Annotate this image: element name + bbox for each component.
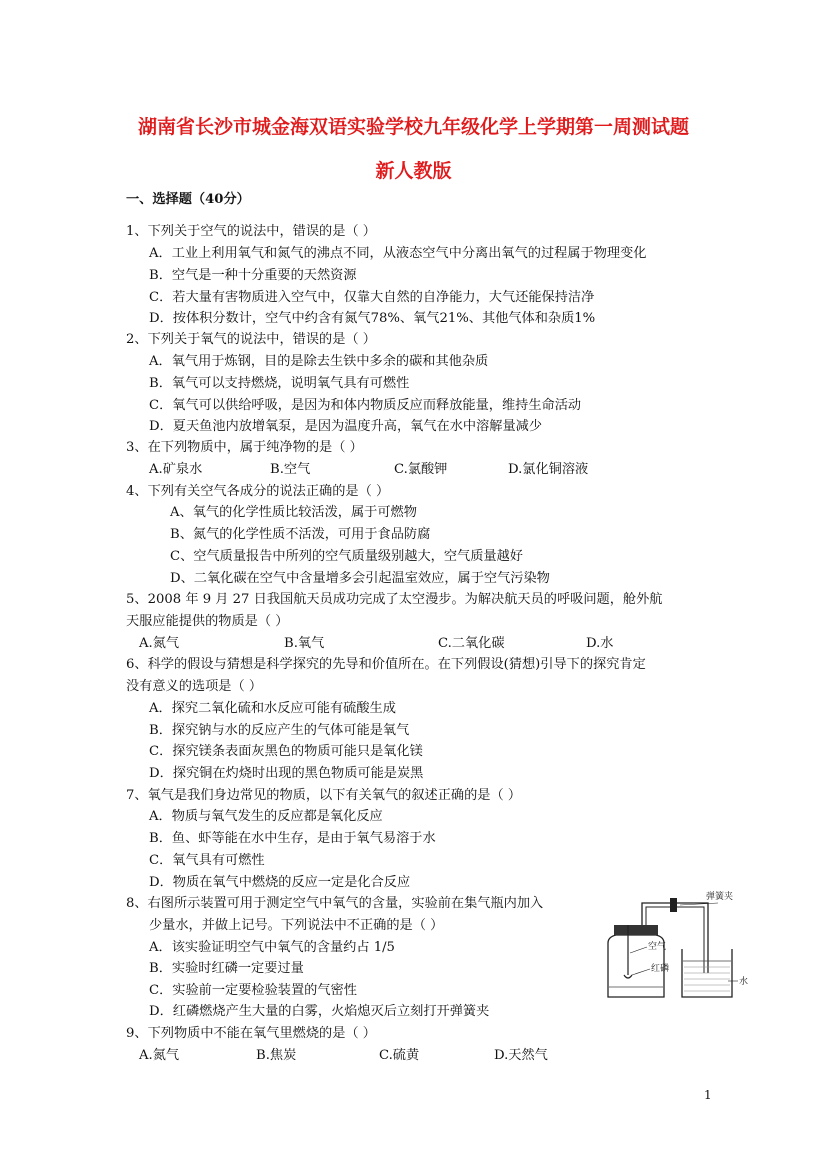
- section-heading: 一、选择题（40分）: [126, 192, 250, 207]
- q6-option-b: B．探究钠与水的反应产生的气体可能是氧气: [149, 723, 410, 738]
- figure-label-phosphorus: 红磷: [651, 964, 670, 974]
- q2-option-c: C．氧气可以供给呼吸，是因为和体内物质反应而释放能量，维持生命活动: [149, 398, 582, 413]
- spring-clip: [670, 898, 677, 912]
- q1-stem: 1、下列关于空气的说法中，错误的是（ ）: [126, 224, 376, 239]
- q1-option-d: D．按体积分数计，空气中约含有氮气78%、氧气21%、其他气体和杂质1%: [149, 311, 596, 326]
- q5-option-b: B.氧气: [284, 636, 325, 651]
- q7-option-d: D．物质在氧气中燃烧的反应一定是化合反应: [149, 875, 411, 890]
- oxygen-measurement-apparatus: [600, 891, 750, 1003]
- q6-option-a: A．探究二氧化硫和水反应可能有硫酸生成: [149, 701, 396, 716]
- q9-option-d: D.天然气: [494, 1048, 548, 1063]
- q4-option-a: A、氧气的化学性质比较活泼，属于可燃物: [170, 505, 417, 520]
- q6-stem-line1: 6、科学的假设与猜想是科学探究的先导和价值所在。在下列假设(猜想)引导下的探究肯定: [126, 657, 646, 672]
- q8-option-a: A．该实验证明空气中氧气的含量约占 1/5: [149, 940, 395, 955]
- q8-option-d: D．红磷燃烧产生大量的白雾，火焰熄灭后立刻打开弹簧夹: [149, 1004, 490, 1019]
- figure-label-clip: 弹簧夹: [706, 892, 734, 902]
- q6-stem-line2: 没有意义的选项是（ ）: [126, 679, 263, 694]
- q6-option-c: C．探究镁条表面灰黑色的物质可能只是氧化镁: [149, 744, 423, 759]
- q3-option-c: C.氯酸钾: [394, 462, 448, 477]
- q4-option-c: C、空气质量报告中所列的空气质量级别越大，空气质量越好: [170, 549, 523, 564]
- q8-option-c: C．实验前一定要检验装置的气密性: [149, 983, 357, 998]
- q5-stem-line2: 天服应能提供的物质是（ ）: [126, 614, 289, 629]
- q1-option-c: C．若大量有害物质进入空气中，仅靠大自然的自净能力，大气还能保持洁净: [149, 290, 595, 305]
- q2-option-a: A．氧气用于炼钢，目的是除去生铁中多余的碳和其他杂质: [149, 354, 489, 369]
- q1-option-b: B．空气是一种十分重要的天然资源: [149, 268, 357, 283]
- document-title-line2: 新人教版: [375, 160, 452, 182]
- q2-option-b: B．氧气可以支持燃烧，说明氧气具有可燃性: [149, 376, 410, 391]
- q4-option-d: D、二氧化碳在空气中含量增多会引起温室效应，属于空气污染物: [170, 571, 550, 586]
- q8-stem-line1: 8、右图所示装置可用于测定空气中氧气的含量，实验前在集气瓶内加入: [126, 896, 544, 911]
- q3-option-d: D.氯化铜溶液: [508, 462, 589, 477]
- q7-option-b: B．鱼、虾等能在水中生存，是由于氧气易溶于水: [149, 831, 436, 846]
- q9-option-c: C.硫黄: [379, 1048, 420, 1063]
- q4-option-b: B、氮气的化学性质不活泼，可用于食品防腐: [170, 527, 431, 542]
- q5-option-c: C.二氧化碳: [438, 636, 505, 651]
- q5-option-a: A.氮气: [139, 636, 180, 651]
- q7-option-a: A．物质与氧气发生的反应都是氧化反应: [149, 809, 383, 824]
- q2-option-d: D．夏天鱼池内放增氧泵，是因为温度升高，氧气在水中溶解量减少: [149, 419, 543, 434]
- q7-option-c: C．氧气具有可燃性: [149, 853, 265, 868]
- q7-stem: 7、氧气是我们身边常见的物质，以下有关氧气的叙述正确的是（ ）: [126, 788, 522, 803]
- document-title-line1: 湖南省长沙市城金海双语实验学校九年级化学上学期第一周测试题: [137, 116, 689, 138]
- q5-stem-line1: 5、2008 年 9 月 27 日我国航天员成功完成了太空漫步。为解决航天员的呼吸问题，舱外航: [126, 592, 663, 607]
- stopper: [614, 925, 658, 935]
- q6-option-d: D．探究铜在灼烧时出现的黑色物质可能是炭黑: [149, 766, 424, 781]
- q3-option-b: B.空气: [270, 462, 311, 477]
- q8-option-b: B．实验时红磷一定要过量: [149, 961, 304, 976]
- q3-option-a: A.矿泉水: [149, 462, 203, 477]
- q3-stem: 3、在下列物质中，属于纯净物的是（ ）: [126, 440, 363, 455]
- q4-stem: 4、下列有关空气各成分的说法正确的是（ ）: [126, 484, 390, 499]
- q9-option-a: A.氮气: [139, 1048, 180, 1063]
- q9-stem: 9、下列物质中不能在氧气里燃烧的是（ ）: [126, 1026, 376, 1041]
- figure-label-water: 水: [739, 977, 749, 987]
- q9-option-b: B.焦炭: [256, 1048, 297, 1063]
- q8-stem-line2: 少量水，并做上记号。下列说法中不正确的是（ ）: [149, 918, 444, 933]
- q5-option-d: D.水: [586, 636, 614, 651]
- page-number: 1: [704, 1088, 712, 1102]
- q1-option-a: A．工业上利用氧气和氮气的沸点不同，从液态空气中分离出氧气的过程属于物理变化: [149, 246, 647, 261]
- figure-label-air: 空气: [648, 942, 667, 952]
- q2-stem: 2、下列关于氧气的说法中，错误的是（ ）: [126, 332, 376, 347]
